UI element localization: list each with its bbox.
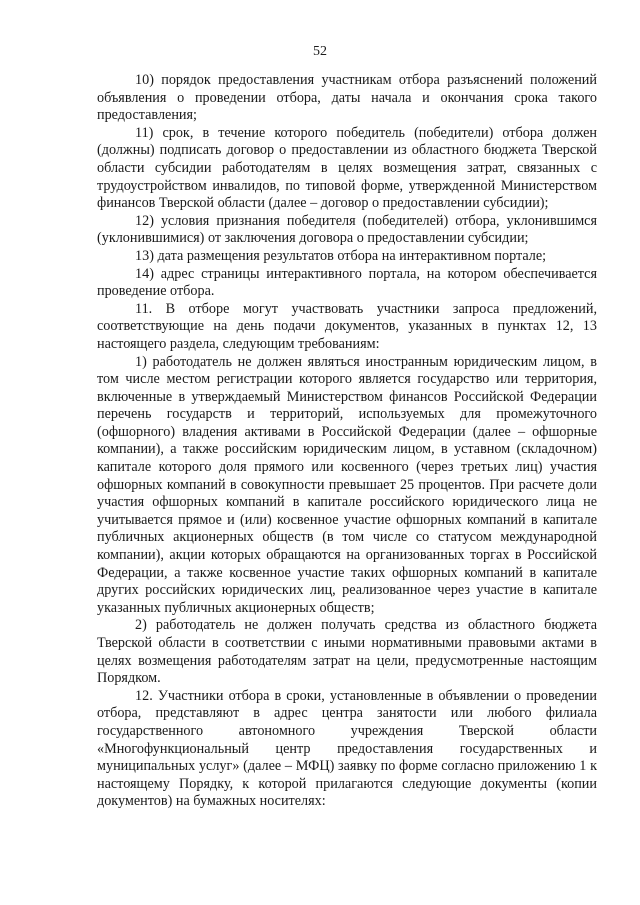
paragraph-item-12: 12) условия признания победителя (победителей) отбора, уклонившимся (уклонившимися) от заключения договора о предоставлении субсидии; [97,212,597,247]
paragraph-requirement-2: 2) работодатель не должен получать средства из областного бюджета Тверской области в соответствии с иными нормативными правовыми актами в целях возмещения работодателям затрат на цели, предусмотренные настоящим Порядком. [97,617,597,687]
paragraph-item-13: 13) дата размещения результатов отбора на интерактивном портале; [135,247,547,264]
page-number: 52 [313,44,327,59]
paragraph-section-11: 11. В отборе могут участвовать участники запроса предложений, соответствующие на день подачи документов, указанных в пунктах 12, 13 настоящего раздела, следующим требованиям: [97,300,597,352]
paragraph-section-12: 12. Участники отбора в сроки, установленные в объявлении о проведении отбора, представляют в адрес центра занятости или любого филиала государственного автономного учреждения Тверской области «Многофункциональный центр предоставления государственных и муниципальных услуг» (далее – МФЦ) заявку по форме согласно приложению 1 к настоящему Порядку, к которой прилагаются следующие документы (копии документов) на бумажных носителях: [97,687,597,810]
document-body [97,72,597,811]
paragraph-item-11: 11) срок, в течение которого победитель (победители) отбора должен (должны) подписать договор о предоставлении из областного бюджета Тверской области субсидии работодателям в целях возмещения затрат, связанных с трудоустройством инвалидов, по типовой форме, утвержденной Министерством финансов Тверской области (далее – договор о предоставлении субсидии); [97,124,597,212]
paragraph-requirement-1: 1) работодатель не должен являться иностранным юридическим лицом, в том числе местом регистрации которого является государство или территория, включенные в утверждаемый Министерством финансов Российской Федерации перечень государств и территорий, используемых для промежуточного (офшорного) владения активами в Российской Федерации (далее – офшорные компании), а также российским юридическим лицом, в уставном (складочном) капитале которого доля прямого или косвенного (через третьих лиц) участия офшорных компаний в совокупности превышает 25 процентов. При расчете доли участия офшорных компаний в капитале российского юридического лица не учитывается прямое и (или) косвенное участие офшорных компаний в капитале публичных акционерных обществ (в том числе со статусом международной компании), акции которых обращаются на организованных торгах в Российской Федерации, а также косвенное участие таких офшорных компаний в капитале других российских юридических лиц, реализованное через участие в капитале указанных публичных акционерных обществ; [97,353,597,616]
paragraph-item-10: 10) порядок предоставления участникам отбора разъяснений положений объявления о проведении отбора, даты начала и окончания срока такого предоставления; [97,72,597,124]
paragraph-item-14: 14) адрес страницы интерактивного портала, на котором обеспечивается проведение отбора. [97,265,597,300]
